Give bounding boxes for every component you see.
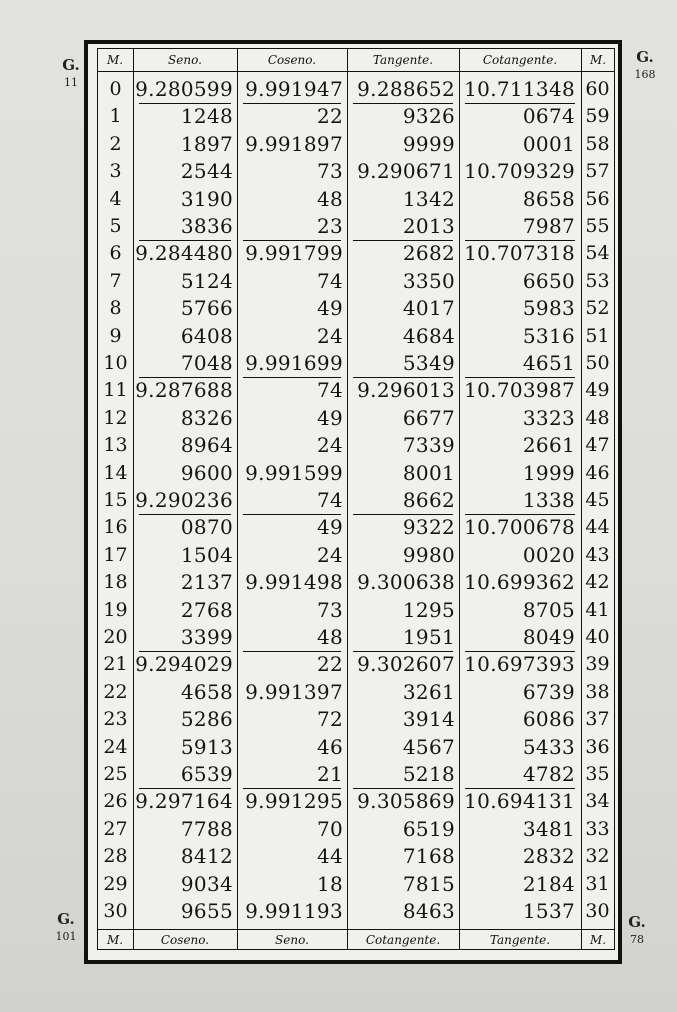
minute-left: 2 xyxy=(109,132,122,155)
minute-right: 60 xyxy=(585,78,610,100)
cotangente-value: 5316 xyxy=(522,323,575,348)
minute-left: 26 xyxy=(103,790,128,813)
cotangente-value: 2184 xyxy=(522,871,575,896)
seno-value: 9.290236 xyxy=(135,488,233,512)
minute-left: 8 xyxy=(109,297,122,320)
corner-degree-number: 168 xyxy=(634,68,656,81)
coseno-value: 9.991397 xyxy=(245,679,343,704)
footer-minutes-left: M. xyxy=(106,933,124,947)
coseno-value: 24 xyxy=(316,542,343,567)
corner-degree-letter: G. xyxy=(628,913,646,931)
header-cotangente: Cotangente. xyxy=(482,53,558,67)
minute-right: 49 xyxy=(585,379,610,402)
minute-right: 36 xyxy=(585,735,610,758)
coseno-value: 9.991498 xyxy=(245,570,343,595)
coseno-value: 49 xyxy=(316,296,343,321)
minute-right: 40 xyxy=(585,626,610,648)
minute-right: 56 xyxy=(585,187,610,210)
cotangente-value: 0001 xyxy=(522,131,575,156)
seno-value: 9600 xyxy=(180,460,233,485)
cotangente-value: 10.711348 xyxy=(464,77,575,101)
coseno-value: 24 xyxy=(316,323,343,348)
tangente-value: 1951 xyxy=(402,625,455,649)
cotangente-value: 4651 xyxy=(522,351,575,375)
coseno-value: 9.991799 xyxy=(245,241,343,266)
coseno-value: 18 xyxy=(316,871,343,896)
tangente-value: 3914 xyxy=(402,707,455,732)
coseno-value: 9.991947 xyxy=(245,77,343,101)
seno-value: 2544 xyxy=(180,159,233,184)
cotangente-value: 0020 xyxy=(522,542,575,567)
tangente-value: 7168 xyxy=(402,844,455,869)
minute-right: 47 xyxy=(585,434,610,457)
coseno-value: 22 xyxy=(316,652,343,677)
cotangente-value: 1338 xyxy=(522,488,575,512)
minute-left: 17 xyxy=(103,543,128,566)
minute-left: 18 xyxy=(103,571,128,594)
minute-right: 38 xyxy=(585,680,610,703)
cotangente-value: 8658 xyxy=(522,186,575,211)
minute-right: 59 xyxy=(585,105,610,128)
minute-left: 27 xyxy=(103,817,128,840)
seno-value: 3399 xyxy=(180,625,233,649)
footer-seno: Seno. xyxy=(275,933,309,947)
corner-degree-number: 78 xyxy=(630,933,644,946)
tangente-value: 5349 xyxy=(402,351,455,375)
cotangente-value: 10.694131 xyxy=(464,789,575,814)
minute-left: 28 xyxy=(103,845,128,868)
seno-value: 1248 xyxy=(180,104,233,129)
coseno-value: 9.991897 xyxy=(245,131,343,156)
header-seno: Seno. xyxy=(168,53,202,67)
cotangente-value: 5433 xyxy=(522,734,575,759)
tangente-value: 9.305869 xyxy=(357,789,455,814)
tangente-value: 9.302607 xyxy=(357,652,455,677)
footer-minutes-right: M. xyxy=(589,933,607,947)
minute-left: 20 xyxy=(103,626,128,648)
cotangente-value: 10.709329 xyxy=(464,159,575,184)
tangente-value: 2013 xyxy=(402,214,455,238)
footer-rule xyxy=(97,929,615,930)
seno-value: 3836 xyxy=(180,214,233,238)
corner-top-left xyxy=(56,58,86,88)
tangente-value: 7815 xyxy=(402,871,455,896)
cotangente-value: 4782 xyxy=(522,762,575,786)
cotangente-value: 6086 xyxy=(522,707,575,732)
minute-right: 45 xyxy=(585,489,610,511)
seno-value: 9.287688 xyxy=(135,378,233,403)
coseno-value: 48 xyxy=(316,186,343,211)
minute-left: 9 xyxy=(109,324,122,347)
seno-value: 4658 xyxy=(180,679,233,704)
cotangente-value: 10.707318 xyxy=(464,241,575,266)
minute-left: 3 xyxy=(109,160,122,183)
minute-left: 19 xyxy=(103,598,128,621)
corner-top-right xyxy=(628,50,662,80)
seno-value: 2137 xyxy=(180,570,233,595)
seno-value: 9.297164 xyxy=(135,789,233,814)
seno-value: 7788 xyxy=(180,816,233,841)
minute-right: 51 xyxy=(585,324,610,347)
minute-left: 1 xyxy=(109,105,122,128)
coseno-value: 72 xyxy=(316,707,343,732)
tangente-value: 7339 xyxy=(402,433,455,458)
seno-value: 1504 xyxy=(180,542,233,567)
corner-bottom-right xyxy=(622,915,652,945)
minute-left: 16 xyxy=(103,516,128,539)
coseno-value: 70 xyxy=(316,816,343,841)
seno-value: 2768 xyxy=(180,597,233,622)
minute-left: 15 xyxy=(103,489,128,511)
seno-value: 9.280599 xyxy=(135,77,233,101)
corner-degree-letter: G. xyxy=(62,56,80,74)
minute-right: 32 xyxy=(585,845,610,868)
minute-right: 57 xyxy=(585,160,610,183)
seno-value: 9.294029 xyxy=(135,652,233,677)
minute-right: 31 xyxy=(585,872,610,895)
seno-value: 7048 xyxy=(180,351,233,375)
tangente-value: 4567 xyxy=(402,734,455,759)
minute-left: 22 xyxy=(103,680,128,703)
minute-right: 58 xyxy=(585,132,610,155)
cotangente-value: 8705 xyxy=(522,597,575,622)
cotangente-value: 10.703987 xyxy=(464,378,575,403)
minute-right: 35 xyxy=(585,763,610,785)
tangente-value: 3261 xyxy=(402,679,455,704)
seno-value: 5124 xyxy=(180,268,233,293)
minute-right: 30 xyxy=(585,900,610,922)
tangente-value: 8001 xyxy=(402,460,455,485)
coseno-value: 46 xyxy=(316,734,343,759)
minute-right: 54 xyxy=(585,242,610,265)
header-minutes-right: M. xyxy=(589,53,607,67)
cotangente-value: 2832 xyxy=(522,844,575,869)
corner-degree-letter: G. xyxy=(636,48,654,66)
seno-value: 9.284480 xyxy=(135,241,233,266)
minute-right: 52 xyxy=(585,297,610,320)
minute-left: 10 xyxy=(103,352,128,374)
minute-left: 30 xyxy=(103,900,128,922)
tangente-value: 4017 xyxy=(402,296,455,321)
coseno-value: 9.991193 xyxy=(245,899,343,923)
cotangente-value: 5983 xyxy=(522,296,575,321)
cotangente-value: 10.700678 xyxy=(464,515,575,540)
tangente-value: 8662 xyxy=(402,488,455,512)
minute-right: 44 xyxy=(585,516,610,539)
cotangente-value: 8049 xyxy=(522,625,575,649)
minute-left: 5 xyxy=(109,215,122,237)
minute-right: 42 xyxy=(585,571,610,594)
minute-right: 46 xyxy=(585,461,610,484)
header-minutes-left: M. xyxy=(106,53,124,67)
coseno-value: 73 xyxy=(316,159,343,184)
minute-right: 37 xyxy=(585,708,610,731)
minute-left: 7 xyxy=(109,269,122,292)
corner-bottom-left xyxy=(50,912,82,942)
cotangente-value: 3323 xyxy=(522,405,575,430)
cotangente-value: 1537 xyxy=(522,899,575,923)
minute-right: 39 xyxy=(585,653,610,676)
tangente-value: 9999 xyxy=(402,131,455,156)
minute-left: 11 xyxy=(103,379,128,402)
minute-left: 14 xyxy=(103,461,128,484)
seno-value: 5913 xyxy=(180,734,233,759)
header-tangente: Tangente. xyxy=(372,53,434,67)
tangente-value: 9322 xyxy=(402,515,455,540)
minute-right: 41 xyxy=(585,598,610,621)
seno-value: 8412 xyxy=(180,844,233,869)
tangente-value: 1295 xyxy=(402,597,455,622)
seno-value: 8326 xyxy=(180,405,233,430)
coseno-value: 74 xyxy=(316,488,343,512)
seno-value: 3190 xyxy=(180,186,233,211)
tangente-value: 2682 xyxy=(402,241,455,266)
seno-value: 5766 xyxy=(180,296,233,321)
coseno-value: 74 xyxy=(316,268,343,293)
coseno-value: 74 xyxy=(316,378,343,403)
tangente-value: 9.288652 xyxy=(357,77,455,101)
seno-value: 9034 xyxy=(180,871,233,896)
seno-value: 1897 xyxy=(180,131,233,156)
coseno-value: 9.991699 xyxy=(245,351,343,375)
coseno-value: 49 xyxy=(316,515,343,540)
seno-value: 0870 xyxy=(180,515,233,540)
minute-right: 53 xyxy=(585,269,610,292)
minute-left: 12 xyxy=(103,406,128,429)
minute-right: 33 xyxy=(585,817,610,840)
minute-left: 25 xyxy=(103,763,128,785)
minute-left: 13 xyxy=(103,434,128,457)
coseno-value: 48 xyxy=(316,625,343,649)
tangente-value: 4684 xyxy=(402,323,455,348)
seno-value: 5286 xyxy=(180,707,233,732)
tangente-value: 9326 xyxy=(402,104,455,129)
cotangente-value: 3481 xyxy=(522,816,575,841)
tangente-value: 1342 xyxy=(402,186,455,211)
tangente-value: 9980 xyxy=(402,542,455,567)
seno-value: 8964 xyxy=(180,433,233,458)
tangente-value: 9.296013 xyxy=(357,378,455,403)
coseno-value: 22 xyxy=(316,104,343,129)
tangente-value: 3350 xyxy=(402,268,455,293)
minute-right: 50 xyxy=(585,352,610,374)
cotangente-value: 6650 xyxy=(522,268,575,293)
coseno-value: 23 xyxy=(316,214,343,238)
coseno-value: 73 xyxy=(316,597,343,622)
tangente-value: 6519 xyxy=(402,816,455,841)
header-coseno: Coseno. xyxy=(267,53,317,67)
cotangente-value: 10.699362 xyxy=(464,570,575,595)
coseno-value: 44 xyxy=(316,844,343,869)
minute-right: 34 xyxy=(585,790,610,813)
corner-degree-letter: G. xyxy=(57,910,75,928)
minute-left: 29 xyxy=(103,872,128,895)
corner-degree-number: 101 xyxy=(55,930,77,943)
tangente-value: 9.290671 xyxy=(357,159,455,184)
minute-right: 43 xyxy=(585,543,610,566)
minute-left: 24 xyxy=(103,735,128,758)
cotangente-value: 10.697393 xyxy=(464,652,575,677)
minute-right: 55 xyxy=(585,215,610,237)
minute-left: 21 xyxy=(103,653,128,676)
coseno-value: 21 xyxy=(316,762,343,786)
tangente-value: 6677 xyxy=(402,405,455,430)
footer-cotangente: Cotangente. xyxy=(365,933,441,947)
cotangente-value: 1999 xyxy=(522,460,575,485)
coseno-value: 9.991599 xyxy=(245,460,343,485)
coseno-value: 9.991295 xyxy=(245,789,343,814)
cotangente-value: 7987 xyxy=(522,214,575,238)
minute-left: 6 xyxy=(109,242,122,265)
minute-left: 4 xyxy=(109,187,122,210)
coseno-value: 49 xyxy=(316,405,343,430)
cotangente-value: 6739 xyxy=(522,679,575,704)
cotangente-value: 2661 xyxy=(522,433,575,458)
tangente-value: 8463 xyxy=(402,899,455,923)
tangente-value: 9.300638 xyxy=(357,570,455,595)
cotangente-value: 0674 xyxy=(522,104,575,129)
tangente-value: 5218 xyxy=(402,762,455,786)
footer-tangente: Tangente. xyxy=(489,933,551,947)
footer-coseno: Coseno. xyxy=(160,933,210,947)
corner-degree-number: 11 xyxy=(64,76,78,89)
minute-left: 0 xyxy=(109,78,122,100)
minute-right: 48 xyxy=(585,406,610,429)
seno-value: 6408 xyxy=(180,323,233,348)
minute-left: 23 xyxy=(103,708,128,731)
coseno-value: 24 xyxy=(316,433,343,458)
seno-value: 9655 xyxy=(180,899,233,923)
header-rule xyxy=(97,71,615,72)
seno-value: 6539 xyxy=(180,762,233,786)
